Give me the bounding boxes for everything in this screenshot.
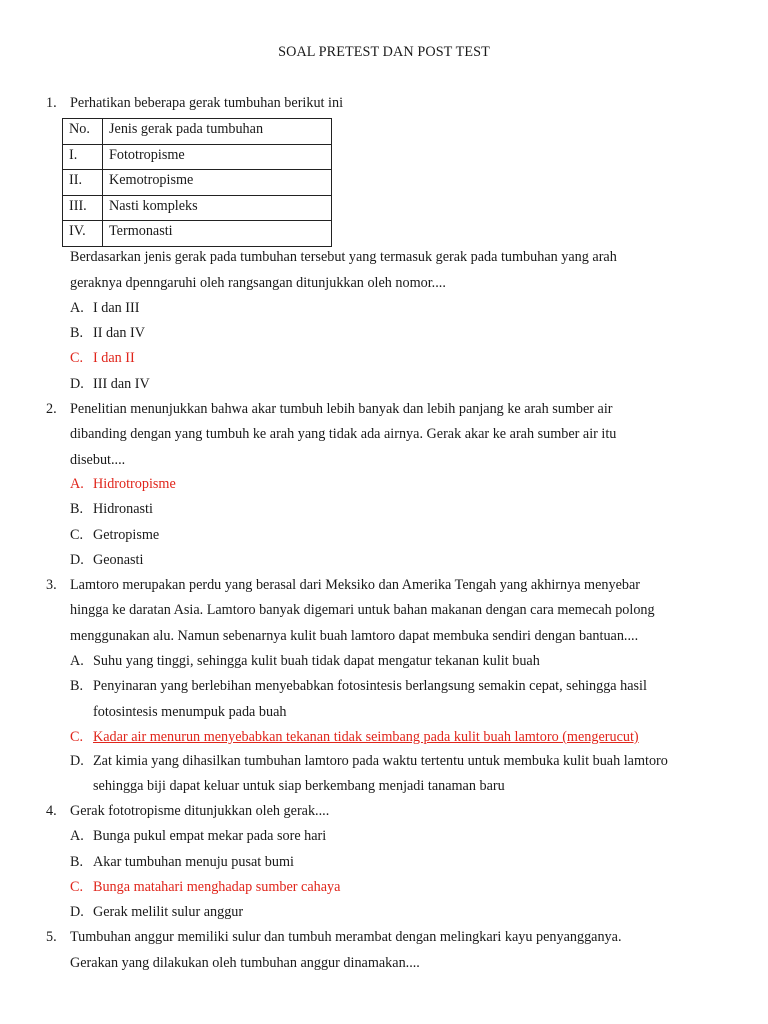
table-cell-jenis: Nasti kompleks [103, 195, 332, 221]
q4-line-1: Gerak fototropisme ditunjukkan oleh gerak.... [70, 803, 330, 819]
option-text: I dan III [93, 300, 140, 316]
option-letter: C. [70, 350, 84, 366]
option-letter: A. [70, 828, 84, 844]
q1-stem-line-2: geraknya dpenngaruhi oleh rangsangan ditunjukkan oleh nomor.... [70, 275, 446, 291]
table-cell-jenis: Kemotropisme [103, 170, 332, 196]
option-letter: C. [70, 729, 84, 745]
table-cell-no: I. [63, 144, 103, 170]
option-letter: D. [70, 552, 84, 568]
option-letter: B. [70, 854, 84, 870]
option-letter: A. [70, 653, 84, 669]
option-text: Bunga matahari menghadap sumber cahaya [93, 879, 341, 895]
option-letter: A. [70, 476, 84, 492]
option-text: Zat kimia yang dihasilkan tumbuhan lamtoro pada waktu tertentu untuk membuka kulit buah lamtoro [93, 753, 668, 769]
table-cell-no: II. [63, 170, 103, 196]
q5-line-1: Tumbuhan anggur memiliki sulur dan tumbuh merambat dengan melingkari kayu penyangganya. [70, 929, 622, 945]
option-letter: B. [70, 501, 84, 517]
option-letter: C. [70, 879, 84, 895]
option-letter: C. [70, 527, 84, 543]
option-text: Getropisme [93, 527, 160, 543]
option-letter: A. [70, 300, 84, 316]
option-text-continued: fotosintesis menumpuk pada buah [93, 704, 287, 720]
option-text: II dan IV [93, 325, 145, 341]
q1-table [62, 118, 332, 247]
q2-number: 2. [46, 401, 57, 417]
option-letter: B. [70, 325, 84, 341]
option-text: Bunga pukul empat mekar pada sore hari [93, 828, 327, 844]
option-text: Geonasti [93, 552, 144, 568]
q5-line-2: Gerakan yang dilakukan oleh tumbuhan anggur dinamakan.... [70, 955, 420, 971]
table-row [63, 170, 332, 196]
q1-stem-line-1: Berdasarkan jenis gerak pada tumbuhan tersebut yang termasuk gerak pada tumbuhan yang arah [70, 249, 617, 265]
option-text: Hidronasti [93, 501, 153, 517]
table-header-jenis: Jenis gerak pada tumbuhan [103, 119, 332, 145]
option-letter: D. [70, 753, 84, 769]
table-cell-no: IV. [63, 221, 103, 247]
option-letter: B. [70, 678, 84, 694]
option-letter: D. [70, 376, 84, 392]
option-text: Suhu yang tinggi, sehingga kulit buah tidak dapat mengatur tekanan kulit buah [93, 653, 540, 669]
q5-number: 5. [46, 929, 57, 945]
q1-prompt: Perhatikan beberapa gerak tumbuhan berikut ini [70, 95, 344, 111]
option-text: Akar tumbuhan menuju pusat bumi [93, 854, 294, 870]
table-row [63, 144, 332, 170]
table-row [63, 221, 332, 247]
q3-line-1: Lamtoro merupakan perdu yang berasal dari Meksiko dan Amerika Tengah yang akhirnya menyebar [70, 577, 640, 593]
option-text-continued: sehingga biji dapat keluar untuk siap berkembang menjadi tanaman baru [93, 778, 505, 794]
q2-line-1: Penelitian menunjukkan bahwa akar tumbuh lebih banyak dan lebih panjang ke arah sumber air [70, 401, 613, 417]
option-text: Hidrotropisme [93, 476, 176, 492]
document-title: SOAL PRETEST DAN POST TEST [278, 44, 490, 60]
q3-line-3: menggunakan alu. Namun sebenarnya kulit buah lamtoro dapat membuka sendiri dengan bantuan.... [70, 628, 639, 644]
table-header-no: No. [63, 119, 103, 145]
table-cell-jenis: Fototropisme [103, 144, 332, 170]
q2-line-3: disebut.... [70, 452, 126, 468]
q2-line-2: dibanding dengan yang tumbuh ke arah yang tidak ada airnya. Gerak akar ke arah sumber air itu [70, 426, 617, 442]
q3-number: 3. [46, 577, 57, 593]
q1-number: 1. [46, 95, 57, 111]
option-text: III dan IV [93, 376, 150, 392]
option-text: Penyinaran yang berlebihan menyebabkan fotosintesis berlangsung semakin cepat, sehingga hasil [93, 678, 647, 694]
q3-line-2: hingga ke daratan Asia. Lamtoro banyak digemari untuk bahan makanan dengan cara memecah polong [70, 602, 655, 618]
table-cell-jenis: Termonasti [103, 221, 332, 247]
table-header-row [63, 119, 332, 145]
table-cell-no: III. [63, 195, 103, 221]
option-text: Gerak melilit sulur anggur [93, 904, 244, 920]
option-text: I dan II [93, 350, 135, 366]
table-row [63, 195, 332, 221]
option-text: Kadar air menurun menyebabkan tekanan tidak seimbang pada kulit buah lamtoro (mengerucut) [93, 729, 639, 745]
option-letter: D. [70, 904, 84, 920]
q4-number: 4. [46, 803, 57, 819]
